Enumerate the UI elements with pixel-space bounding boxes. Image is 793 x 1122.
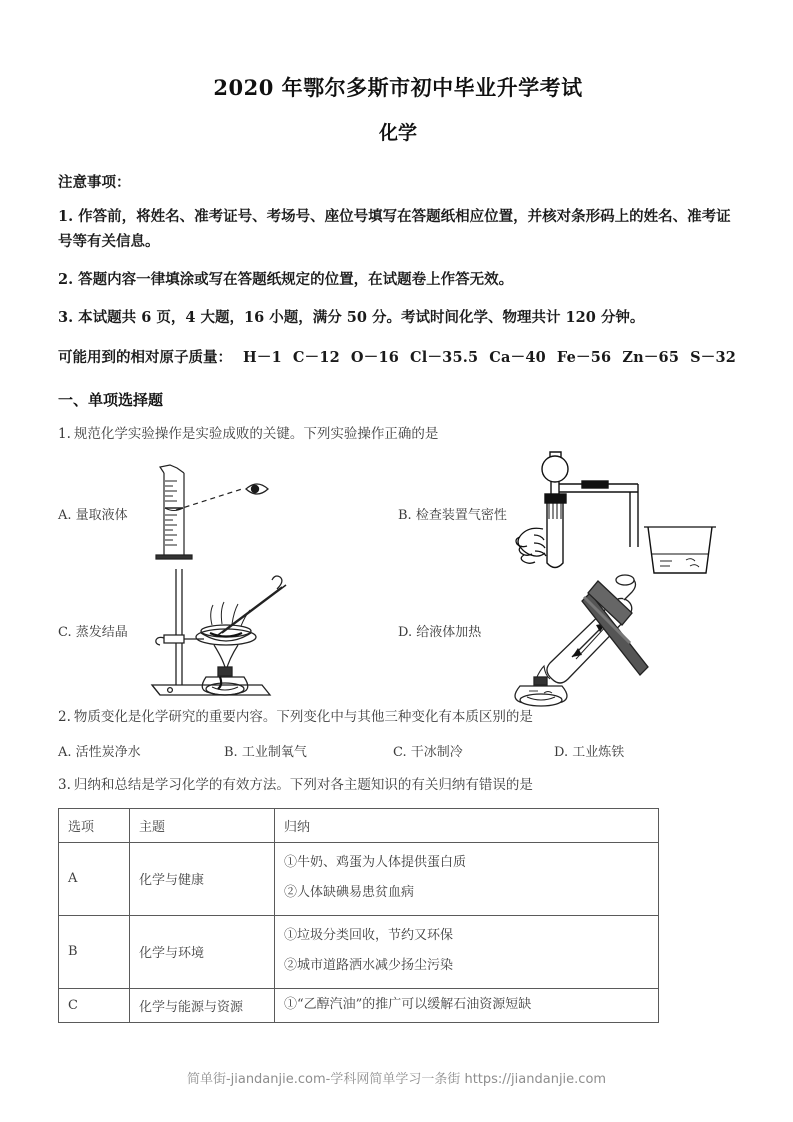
row-a-summary [275, 842, 659, 915]
question-2-stem [58, 707, 738, 729]
q2-option-a-label: 活性炭净水 [75, 744, 141, 760]
atomic-mass-zn: Zn－65 [622, 348, 680, 366]
evaporation-iron-stand-figure [144, 567, 314, 703]
row-b-summary [275, 915, 659, 988]
question-1-option-b[interactable] [398, 504, 507, 523]
notice-item-3: 3. 本试题共 6 页，4 大题，16 小题，满分 50 分。考试时间化学、物理共计 120 分钟。 [58, 308, 645, 326]
question-3-text: 归纳和总结是学习化学的有效方法。下列对各主题知识的有关归纳有错误的是 [73, 776, 533, 793]
question-3-number: 3. [58, 776, 71, 793]
notice-heading: 注意事项： [58, 174, 131, 191]
atomic-mass-fe: Fe－56 [556, 348, 612, 366]
atomic-mass-s: S－32 [690, 348, 737, 366]
q2-option-c-label: 干冰制冷 [410, 744, 463, 760]
row-c-topic: 化学与能源与资源 [130, 988, 275, 1022]
q2-option-b-key: B. [224, 744, 238, 760]
question-1-options-row-ab [58, 449, 738, 577]
subject-title: 化学 [378, 122, 417, 144]
question-1-option-a[interactable] [58, 504, 128, 523]
table-header-option: 选项 [59, 808, 130, 842]
question-2-option-b[interactable] [224, 741, 307, 760]
summary-table [58, 808, 659, 1023]
section-title-1: 一、单项选择题 [58, 390, 164, 409]
atomic-mass-c: C－12 [292, 348, 340, 366]
option-c-key: C. [58, 625, 72, 641]
row-a-line-2: ②人体缺碘易患贫血病 [284, 885, 415, 901]
row-b-line-1: ①垃圾分类回收，节约又环保 [284, 928, 454, 944]
row-c-option: C [59, 988, 130, 1022]
option-a-key: A. [58, 508, 72, 524]
table-row [59, 988, 659, 1022]
question-3-stem [58, 775, 738, 797]
atomic-mass-ca: Ca－40 [489, 348, 546, 366]
footer-watermark: 简单街-jiandanjie.com-学科网简单学习一条街 https://jiandanjie.com [186, 1072, 607, 1087]
notice-item-2: 2. 答题内容一律填涂或写在答题纸规定的位置，在试题卷上作答无效。 [58, 270, 514, 288]
q2-option-d-key: D. [554, 744, 569, 760]
row-a-option: A [59, 842, 130, 915]
option-d-label: 给液体加热 [416, 625, 482, 641]
question-2-text: 物质变化是化学研究的重要内容。下列变化中与其他三种变化有本质区别的是 [73, 709, 533, 726]
page-title: 2020 年鄂尔多斯市初中毕业升学考试 [213, 75, 583, 100]
atomic-mass-h: H－1 [243, 348, 282, 366]
option-d-key: D. [398, 625, 413, 641]
question-1-text: 规范化学实验操作是实验成败的关键。下列实验操作正确的是 [73, 425, 439, 442]
table-header-row [59, 808, 659, 842]
row-b-line-2: ②城市道路洒水减少扬尘污染 [284, 958, 454, 974]
atomic-mass-line [58, 346, 738, 367]
question-2-option-c[interactable] [393, 741, 463, 760]
test-tube-heating-figure [480, 567, 670, 703]
eye-icon [246, 484, 268, 494]
table-row [59, 915, 659, 988]
airtightness-check-apparatus-figure [510, 451, 725, 579]
option-a-label: 量取液体 [75, 508, 128, 524]
question-1-number: 1. [58, 425, 71, 442]
page-content [58, 0, 738, 1023]
option-b-key: B. [398, 508, 412, 524]
q2-option-d-label: 工业炼铁 [572, 744, 625, 760]
table-row [59, 842, 659, 915]
graduated-cylinder-eye-level-figure [146, 459, 296, 569]
question-2-number: 2. [58, 709, 71, 726]
question-1-option-d[interactable] [398, 621, 481, 640]
q2-option-c-key: C. [393, 744, 407, 760]
question-2-options [58, 741, 738, 767]
table-header-topic: 主题 [130, 808, 275, 842]
question-2-option-d[interactable] [554, 741, 624, 760]
row-c-summary [275, 988, 659, 1022]
atomic-mass-cl: Cl－35.5 [410, 348, 479, 366]
option-b-label: 检查装置气密性 [415, 508, 507, 524]
row-b-topic: 化学与环境 [130, 915, 275, 988]
row-c-line-1: ①“乙醇汽油”的推广可以缓解石油资源短缺 [284, 996, 532, 1012]
notice-item-1: 1. 作答前，将姓名、准考证号、考场号、座位号填写在答题纸相应位置，并核对条形码上的姓名、准考证号等有关信息。 [58, 208, 731, 250]
option-c-label: 蒸发结晶 [75, 625, 128, 641]
row-a-line-1: ①牛奶、鸡蛋为人体提供蛋白质 [284, 855, 467, 871]
table-header-summary: 归纳 [275, 808, 659, 842]
q2-option-b-label: 工业制氧气 [241, 744, 307, 760]
atomic-mass-o: O－16 [350, 348, 400, 366]
q2-option-a-key: A. [58, 744, 72, 760]
question-1-option-c[interactable] [58, 621, 128, 640]
atomic-mass-values [232, 349, 736, 366]
question-2-option-a[interactable] [58, 741, 141, 760]
row-a-topic: 化学与健康 [130, 842, 275, 915]
question-1-options-row-cd [58, 569, 738, 705]
row-b-option: B [59, 915, 130, 988]
atomic-mass-label: 可能用到的相对原子质量： [58, 348, 232, 366]
question-1-stem [58, 424, 738, 446]
